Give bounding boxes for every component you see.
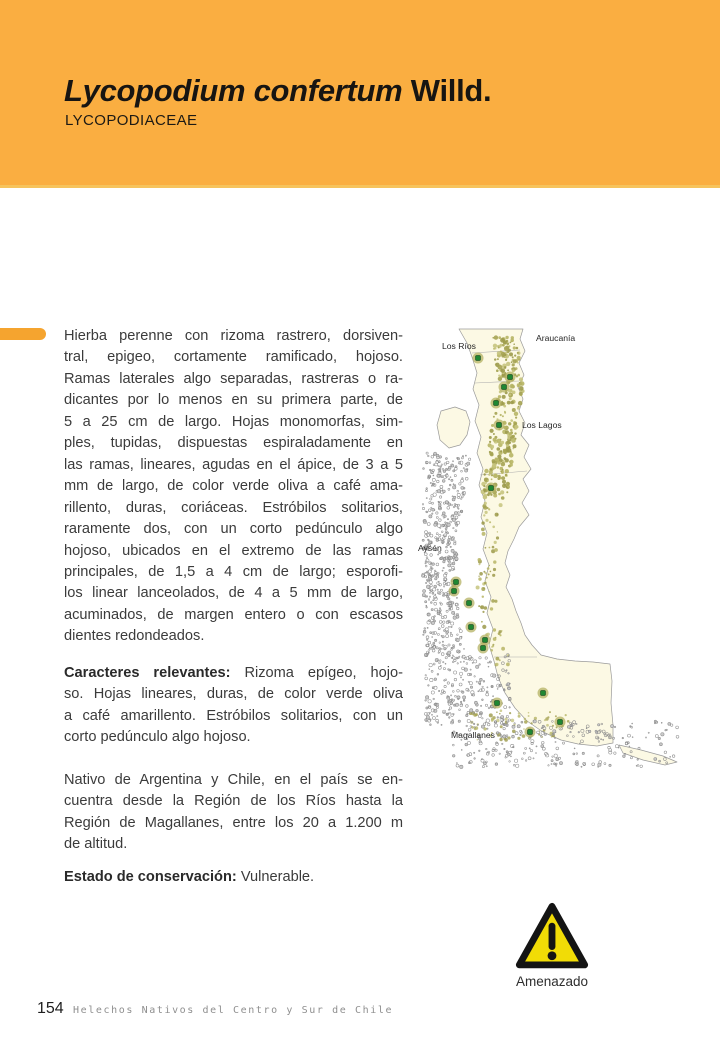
map-chiloe-island [437,407,470,448]
species-name: Lycopodium confertum [64,73,403,108]
occurrence-dot [476,356,481,361]
occurrence-dot [454,580,459,585]
occurrence-dot [528,730,533,735]
text-column [64,326,403,904]
page-number: 154 [37,1000,64,1017]
text-line [64,867,403,888]
distribution-paragraph [64,770,403,856]
characters-paragraph [64,663,403,749]
map-tierra-del-fuego-islands [619,745,677,765]
distribution-map [415,325,705,770]
family-name: LYCOPODIACEAE [65,112,198,129]
status-badge [508,901,596,989]
text-line: Hierba perenne con rizoma rastrero, dorsiven- [64,328,403,344]
text-line: raramente dos, con un corto pedúnculo algo [64,521,403,538]
text-line: dicantes por lo menos en su primera parte, de [64,392,403,409]
section-tab [0,328,46,340]
conservation-value: Vulnerable. [240,869,315,886]
text-line: Ramas laterales algo separadas, rastreras o ra- [64,370,403,387]
text-line: so. Hojas lineares, duras, de color verde oliva [64,686,403,703]
conservation-label: Estado de conservación: [64,869,237,886]
text-line: de altitud. [64,835,128,852]
text-line: a café amarillento. Estróbilos solitarios, con un [64,707,403,724]
warning-triangle-icon [514,901,590,971]
occurrence-dot [469,625,474,630]
text-line: Región de Magallanes, entre los 20 a 1.200 m [64,814,403,831]
occurrence-dot [483,638,488,643]
occurrence-dot [541,691,546,696]
occurrence-dot [495,701,500,706]
text-line: 5 a 25 cm de largo. Hojas monomorfas, sim- [64,413,403,430]
map-region-label: Magallanes [451,730,495,740]
species-title [64,72,491,110]
occurrence-dot [481,646,486,651]
occurrence-dot [494,401,499,406]
occurrence-dot [502,385,507,390]
occurrence-dot [497,423,502,428]
map-region-label: Los Lagos [522,420,562,430]
occurrence-dot [467,601,472,606]
occurrence-dot [452,589,457,594]
characters-label: Caracteres relevantes: [64,664,231,681]
species-author: Willd. [402,73,492,108]
text-line: cuentra desde la Región de los Ríos hasta la [64,793,403,810]
text-line: corto pedúnculo algo hojoso. [64,729,251,746]
map-region-label: Aysén [418,543,442,553]
text-line: mm de largo, de color verde oliva a café ama- [64,478,403,495]
map-mainland [459,329,613,746]
text-line: Nativo de Argentina y Chile, en el país se en- [64,771,403,788]
occurrence-dot [489,486,494,491]
conservation-line [64,867,403,888]
chile-map-svg [415,325,705,770]
map-region-label: Los Ríos [442,341,476,351]
text-line: ples, tupidas, dispuestas espiraladamente en [64,435,403,452]
text-line: principales, de 1,5 a 4 cm de largo; esporofi- [64,563,403,580]
book-title: Helechos Nativos del Centro y Sur de Chile [73,1005,394,1016]
characters-first-line: Rizoma epígeo, hojo- [244,664,403,681]
text-line: rillento, duras, coriáceas. Estróbilos solitarios, [64,499,403,516]
description-paragraph [64,326,403,648]
text-line: tral, epigeo, cortamente ramificado, hojoso. [64,349,403,366]
text-line: hojoso, ubicados en el extremo de las ramas [64,542,403,559]
status-label: Amenazado [515,974,589,989]
text-line: las ramas, lineares, agudas en el ápice, de 3 a 5 [64,456,403,473]
occurrence-dot [558,720,563,725]
map-region-label: Araucanía [536,333,576,343]
text-line [64,663,403,684]
occurrence-dot [508,375,513,380]
header-band [0,0,720,188]
text-line: los linear lanceolados, de 4 a 5 mm de largo, [64,585,403,602]
text-line: dientes redondeados. [64,628,205,645]
characters-lines [64,684,403,748]
text-line: acuminados, de margen entero o con escasos [64,606,403,623]
